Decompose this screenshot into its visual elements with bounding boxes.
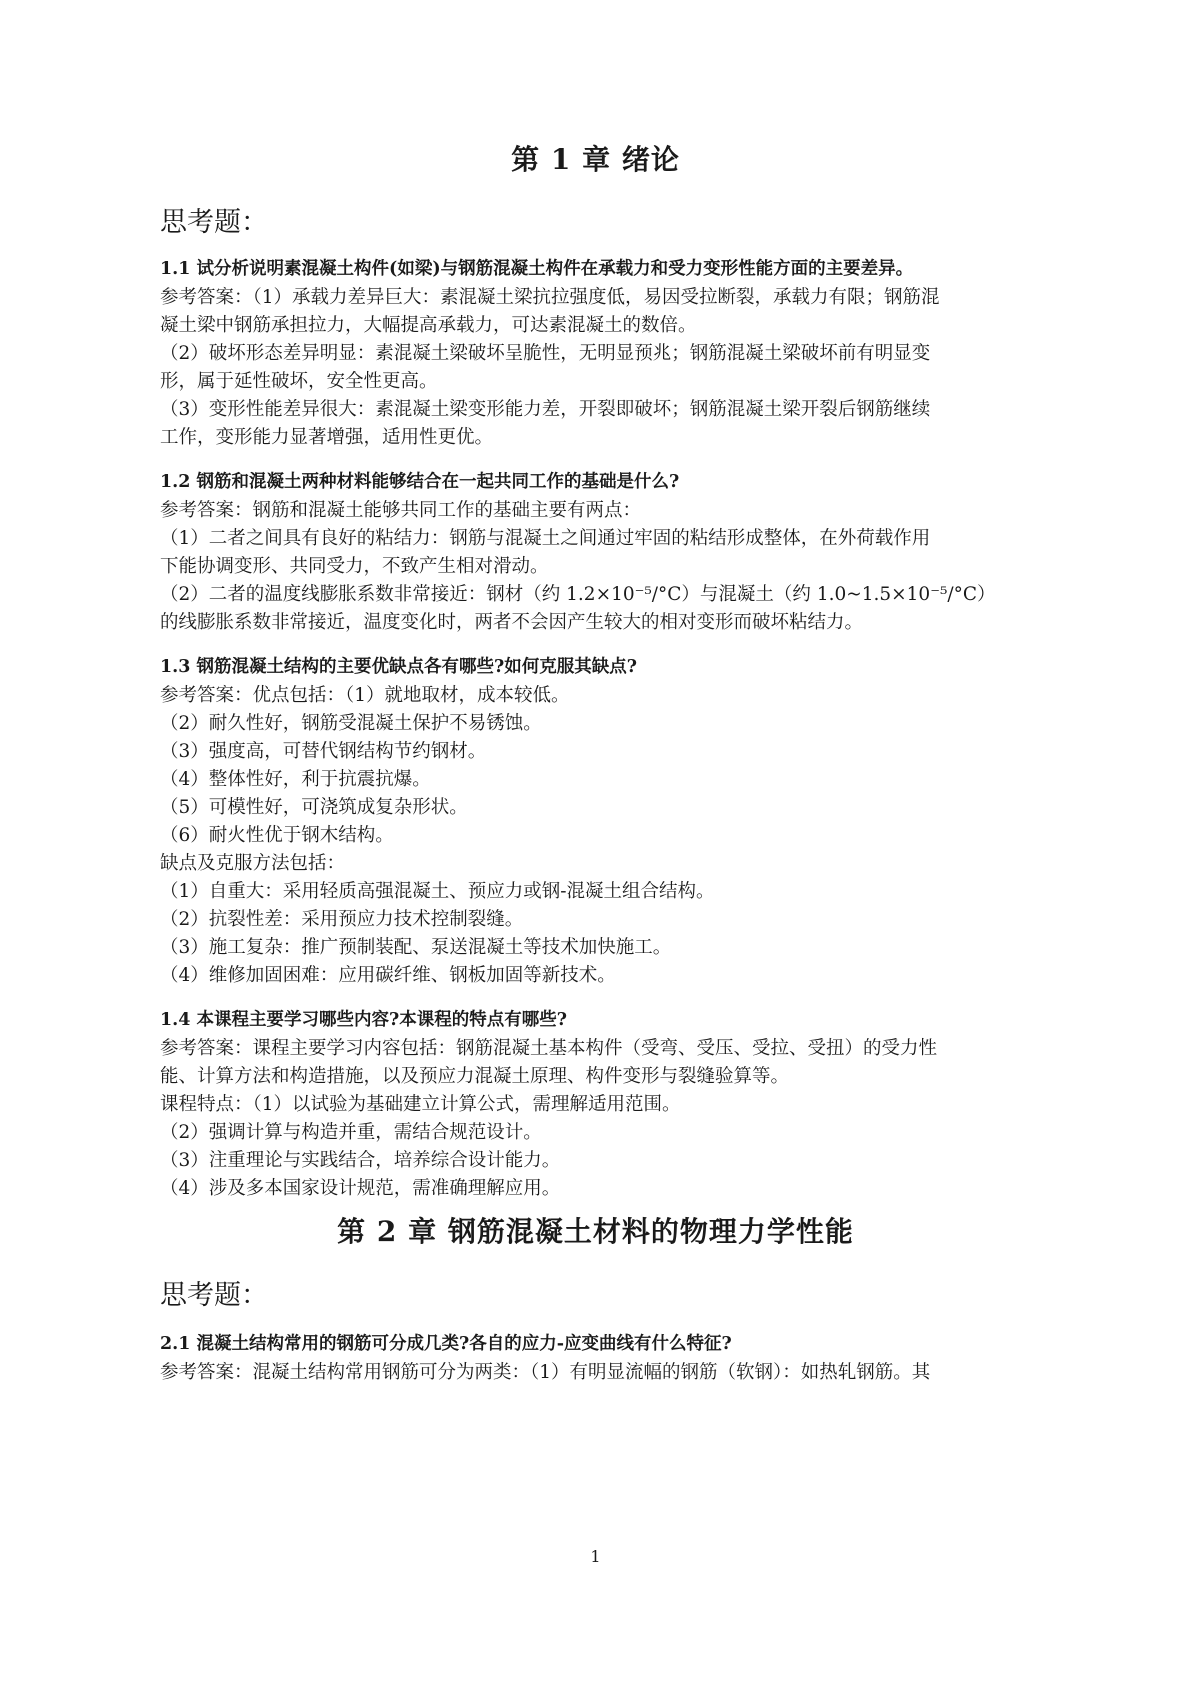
answer-1-3-line: （4）整体性好，利于抗震抗爆。 [160, 769, 431, 790]
answer-1-3-line: 缺点及克服方法包括： [160, 853, 346, 874]
answer-1-3-line: （2）耐久性好，钢筋受混凝土保护不易锈蚀。 [160, 713, 542, 734]
question-1-3: 1.3 钢筋混凝土结构的主要优缺点各有哪些?如何克服其缺点? [160, 657, 638, 677]
answer-1-2-line: 下能协调变形、共同受力，不致产生相对滑动。 [160, 556, 549, 577]
chapter-1-questions-heading: 思考题： [160, 207, 268, 238]
answer-1-3-line: （6）耐火性优于钢木结构。 [160, 825, 394, 846]
answer-1-3-line: （4）维修加固困难：应用碳纤维、钢板加固等新技术。 [160, 965, 616, 986]
chapter-2-title: 第 2 章 钢筋混凝土材料的物理力学性能 [337, 1215, 854, 1248]
answer-1-3-line: （2）抗裂性差：采用预应力技术控制裂缝。 [160, 909, 524, 930]
answer-1-4-line: 参考答案：课程主要学习内容包括：钢筋混凝土基本构件（受弯、受压、受拉、受扭）的受力性 [160, 1038, 938, 1059]
answer-2-1-line: 参考答案：混凝土结构常用钢筋可分为两类：（1）有明显流幅的钢筋（软钢）：如热轧钢筋。其 [160, 1362, 931, 1383]
page-number: 1 [590, 1547, 601, 1566]
answer-1-3-line: （3）施工复杂：推广预制装配、泵送混凝土等技术加快施工。 [160, 937, 672, 958]
answer-1-2-line: 参考答案：钢筋和混凝土能够共同工作的基础主要有两点： [160, 500, 642, 521]
answer-1-2-line: （1）二者之间具有良好的粘结力：钢筋与混凝土之间通过牢固的粘结形成整体，在外荷载作用 [160, 528, 931, 549]
answer-1-3-line: （3）强度高，可替代钢结构节约钢材。 [160, 741, 487, 762]
answer-1-3-line: （1）自重大：采用轻质高强混凝土、预应力或钢-混凝土组合结构。 [160, 881, 715, 902]
answer-1-3-line: 参考答案：优点包括：（1）就地取材，成本较低。 [160, 685, 570, 706]
answer-1-1-line: 参考答案：（1）承载力差异巨大：素混凝土梁抗拉强度低，易因受拉断裂，承载力有限；钢筋混 [160, 287, 940, 308]
answer-1-2-line: （2）二者的温度线膨胀系数非常接近：钢材（约 1.2×10⁻⁵/°C）与混凝土（约 1.0~1.5×10⁻⁵/°C） [160, 584, 996, 605]
answer-1-1-line: （2）破坏形态差异明显：素混凝土梁破坏呈脆性，无明显预兆；钢筋混凝土梁破坏前有明显变 [160, 343, 931, 364]
chapter-1-title: 第 1 章 绪论 [511, 143, 680, 176]
answer-1-1-line: 凝土梁中钢筋承担拉力，大幅提高承载力，可达素混凝土的数倍。 [160, 315, 697, 336]
answer-1-4-line: 课程特点：（1）以试验为基础建立计算公式，需理解适用范围。 [160, 1094, 681, 1115]
answer-1-1-line: （3）变形性能差异很大：素混凝土梁变形能力差，开裂即破坏；钢筋混凝土梁开裂后钢筋继续 [160, 399, 931, 420]
answer-1-4-line: （2）强调计算与构造并重，需结合规范设计。 [160, 1122, 542, 1143]
chapter-2-questions-heading: 思考题： [160, 1280, 268, 1311]
question-2-1: 2.1 混凝土结构常用的钢筋可分成几类?各自的应力-应变曲线有什么特征? [160, 1334, 732, 1354]
answer-1-2-line: 的线膨胀系数非常接近，温度变化时，两者不会因产生较大的相对变形而破坏粘结力。 [160, 612, 864, 633]
answer-1-1-line: 工作，变形能力显著增强，适用性更优。 [160, 427, 494, 448]
answer-1-1-line: 形，属于延性破坏，安全性更高。 [160, 371, 438, 392]
question-1-4: 1.4 本课程主要学习哪些内容?本课程的特点有哪些? [160, 1010, 568, 1030]
answer-1-3-line: （5）可模性好，可浇筑成复杂形状。 [160, 797, 468, 818]
answer-1-4-line: （4）涉及多本国家设计规范，需准确理解应用。 [160, 1178, 561, 1199]
answer-1-4-line: 能、计算方法和构造措施，以及预应力混凝土原理、构件变形与裂缝验算等。 [160, 1066, 790, 1087]
question-1-2: 1.2 钢筋和混凝土两种材料能够结合在一起共同工作的基础是什么? [160, 472, 680, 492]
answer-1-4-line: （3）注重理论与实践结合，培养综合设计能力。 [160, 1150, 561, 1171]
question-1-1: 1.1 试分析说明素混凝土构件(如梁)与钢筋混凝土构件在承载力和受力变形性能方面的主要差异。 [160, 259, 914, 279]
